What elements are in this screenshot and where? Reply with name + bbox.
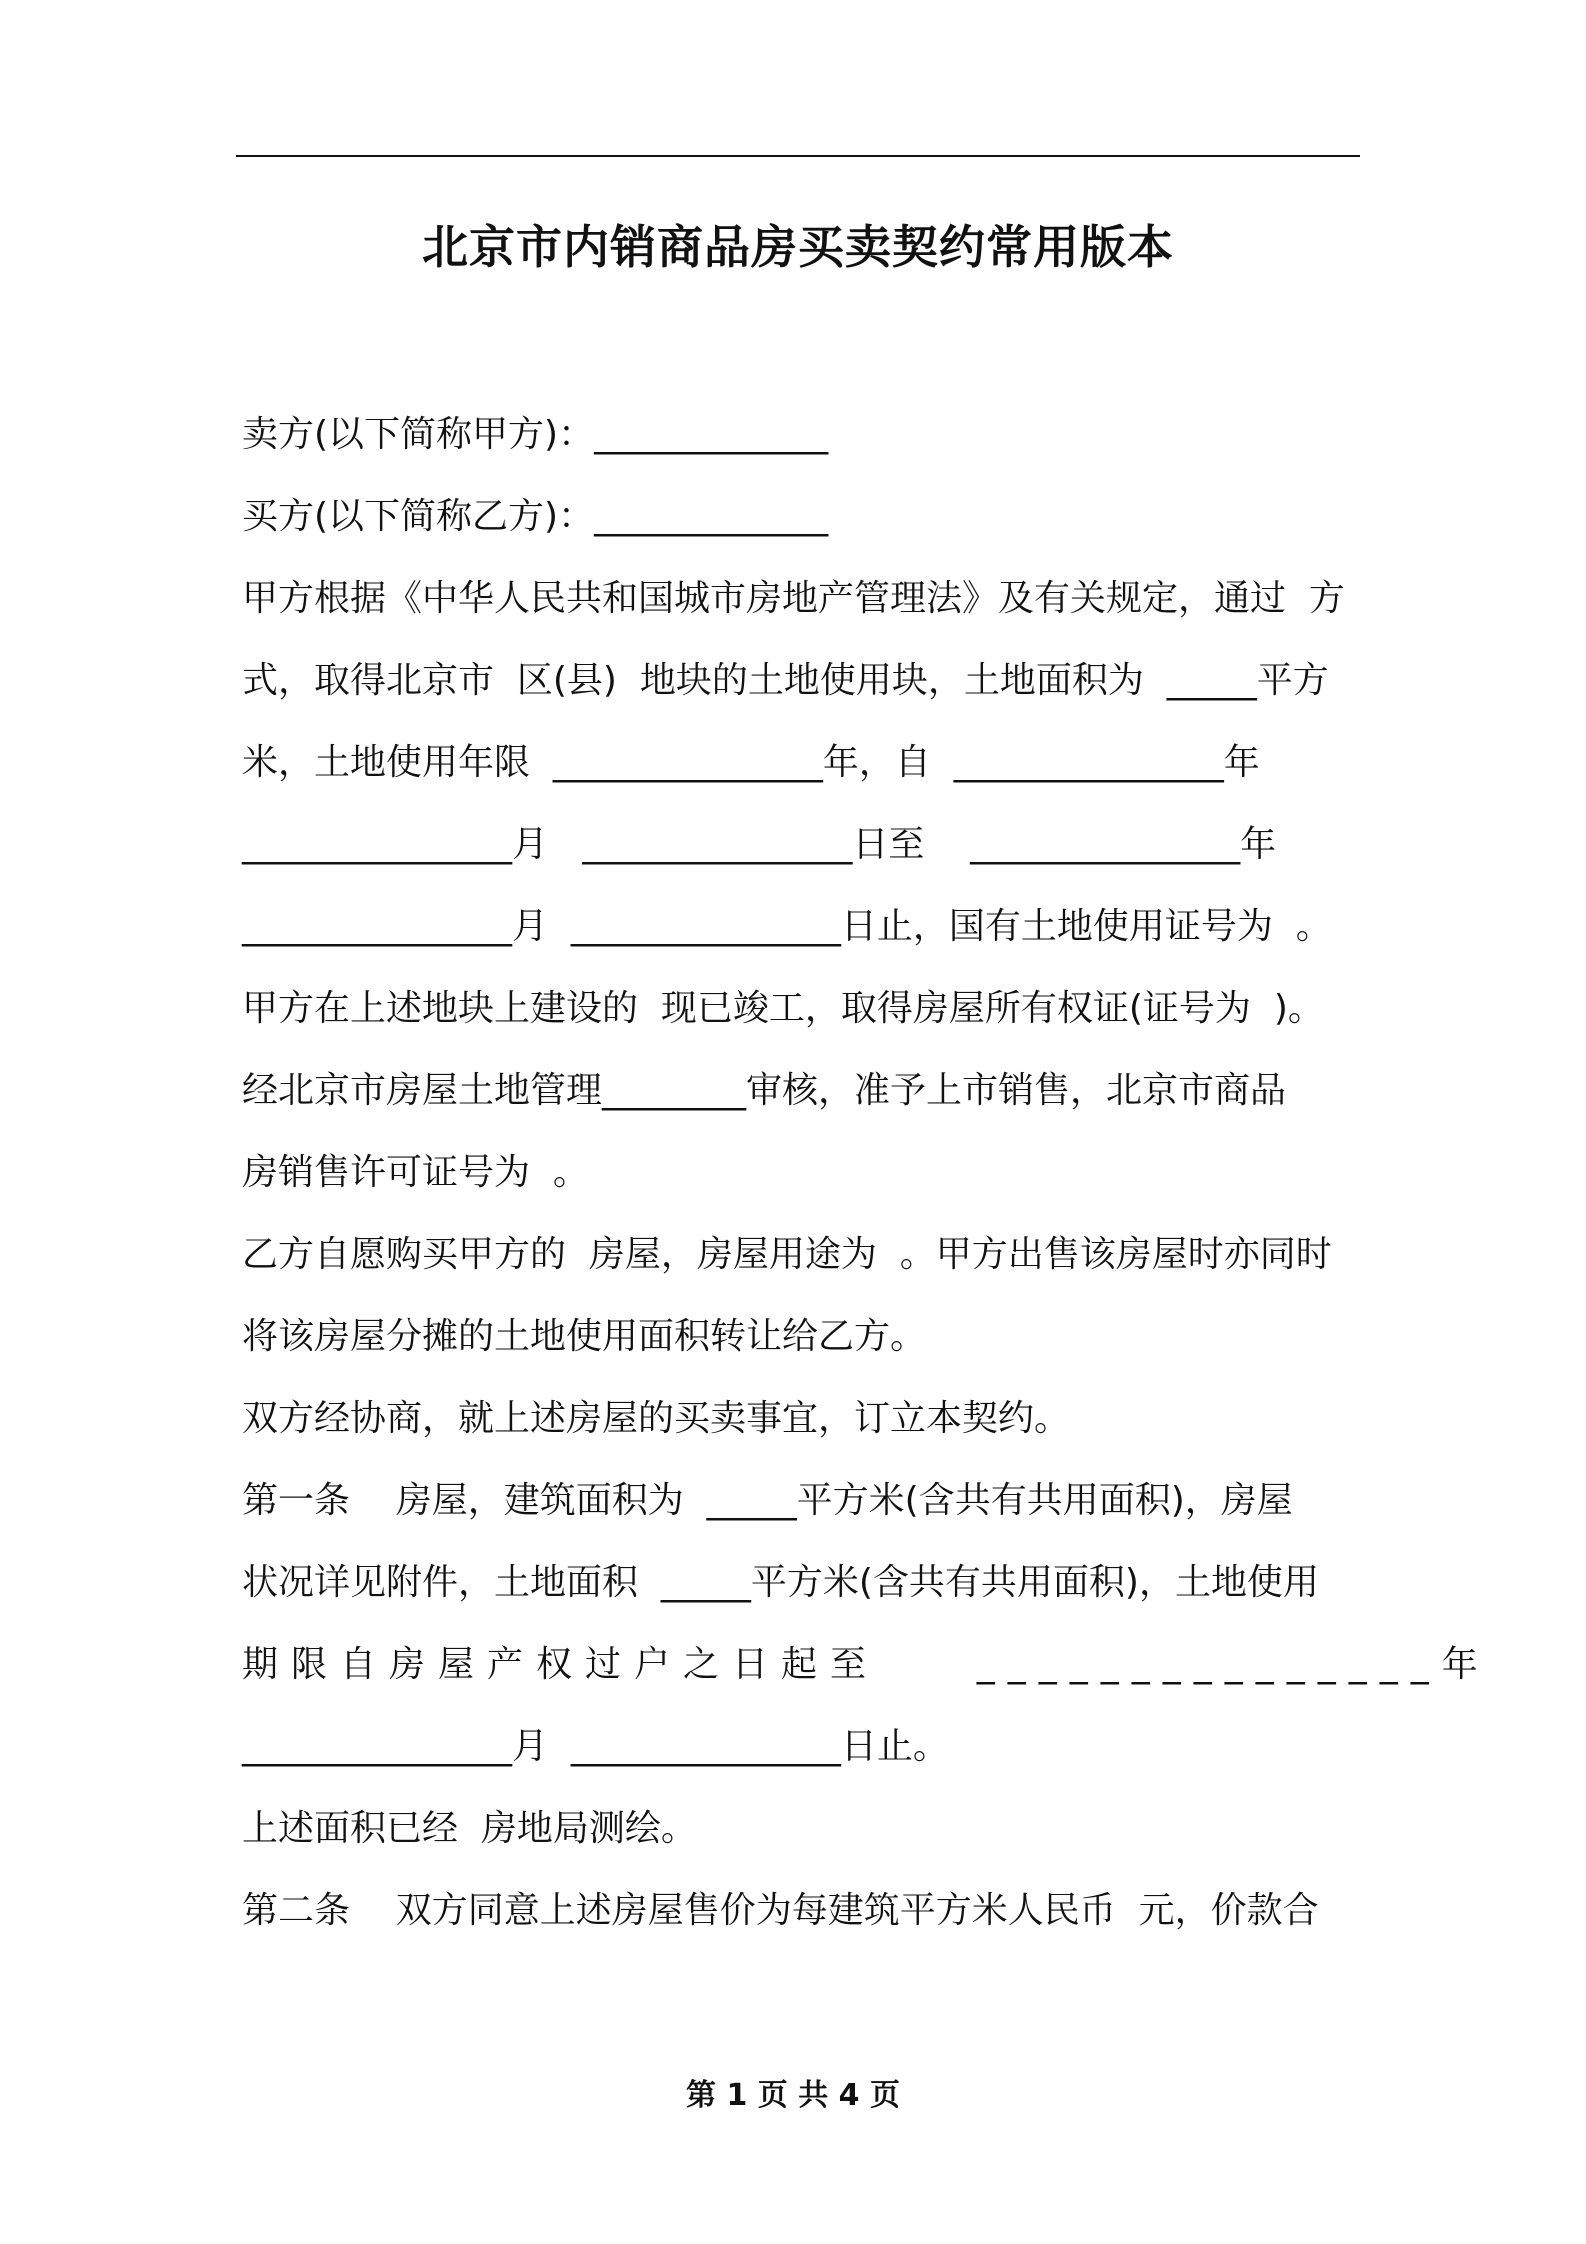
body-line: 房销售许可证号为 。	[242, 1152, 589, 1193]
body-line: _______________月 _______________日至 _______________年	[242, 824, 1277, 865]
body-line: 甲方根据《中华人民共和国城市房地产管理法》及有关规定，通过 方	[242, 578, 1345, 619]
body-line: _______________月 _______________日止，国有土地使用证号为 。	[242, 906, 1332, 947]
body-line: 式，取得北京市 区(县) 地块的土地使用块，土地面积为 _____平方	[242, 660, 1329, 701]
body-line: 乙方自愿购买甲方的 房屋，房屋用途为 。甲方出售该房屋时亦同时	[242, 1234, 1332, 1275]
body-line: 状况详见附件，土地面积 _____平方米(含共有共用面积)，土地使用	[242, 1562, 1319, 1603]
body-line: 将该房屋分摊的土地使用面积转让给乙方。	[242, 1316, 927, 1357]
seller-line: 卖方(以下简称甲方)：_____________	[242, 414, 829, 455]
body-line: 双方经协商，就上述房屋的买卖事宜，订立本契约。	[242, 1398, 1071, 1439]
body-line: 经北京市房屋土地管理________审核，准予上市销售，北京市商品	[242, 1070, 1287, 1111]
body-line: 上述面积已经 房地局测绘。	[242, 1808, 697, 1849]
body-line: _______________月 _______________日止。	[242, 1726, 949, 1767]
body-line: 甲方在上述地块上建设的 现已竣工，取得房屋所有权证(证号为 )。	[242, 988, 1324, 1029]
document-title: 北京市内销商品房买卖契约常用版本	[422, 220, 1174, 274]
article-1-line: 第一条 房屋，建筑面积为 _____平方米(含共有共用面积)，房屋	[242, 1480, 1293, 1521]
body-line: 米，土地使用年限 _______________年，自 _______________年	[242, 742, 1260, 783]
article-2-line: 第二条 双方同意上述房屋售价为每建筑平方米人民币 元，价款合	[242, 1890, 1319, 1931]
buyer-line: 买方(以下简称乙方)：_____________	[242, 496, 829, 537]
header-rule	[236, 155, 1360, 157]
body-line: 期限自房屋产权过户之日起至 _______________年	[242, 1644, 1491, 1685]
page-number-footer: 第 1 页 共 4 页	[686, 2078, 900, 2113]
